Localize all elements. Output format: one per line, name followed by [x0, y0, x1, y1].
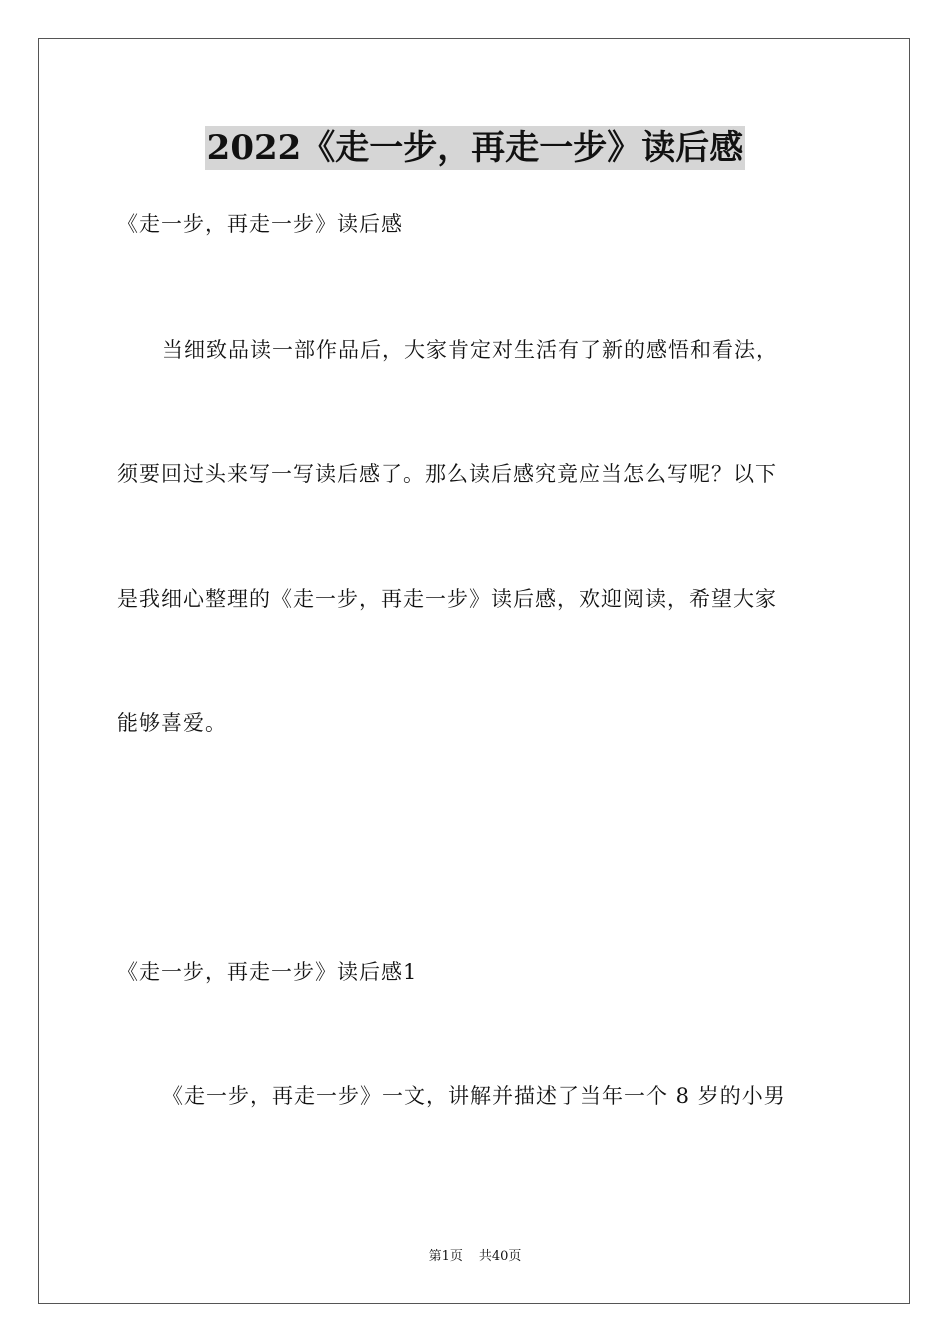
- page-footer: [0, 1248, 950, 1266]
- section-heading: 《走一步，再走一步》读后感1: [117, 960, 418, 984]
- intro-line-4: 能够喜爱。: [117, 711, 227, 735]
- section-line-1: 《走一步，再走一步》一文，讲解并描述了当年一个 8 岁的小男: [162, 1084, 786, 1108]
- document-title: 2022《走一步，再走一步》读后感: [206, 128, 744, 168]
- document-subtitle: 《走一步，再走一步》读后感: [117, 212, 403, 236]
- intro-line-1: 当细致品读一部作品后，大家肯定对生活有了新的感悟和看法，: [162, 338, 778, 362]
- intro-line-3: 是我细心整理的《走一步，再走一步》读后感，欢迎阅读，希望大家: [117, 587, 777, 611]
- intro-line-2: 须要回过头来写一写读后感了。那么读后感究竟应当怎么写呢？以下: [117, 462, 777, 486]
- page-number: 第1页: [428, 1249, 463, 1264]
- page-total: 共40页: [478, 1249, 522, 1264]
- title-container: [0, 126, 950, 170]
